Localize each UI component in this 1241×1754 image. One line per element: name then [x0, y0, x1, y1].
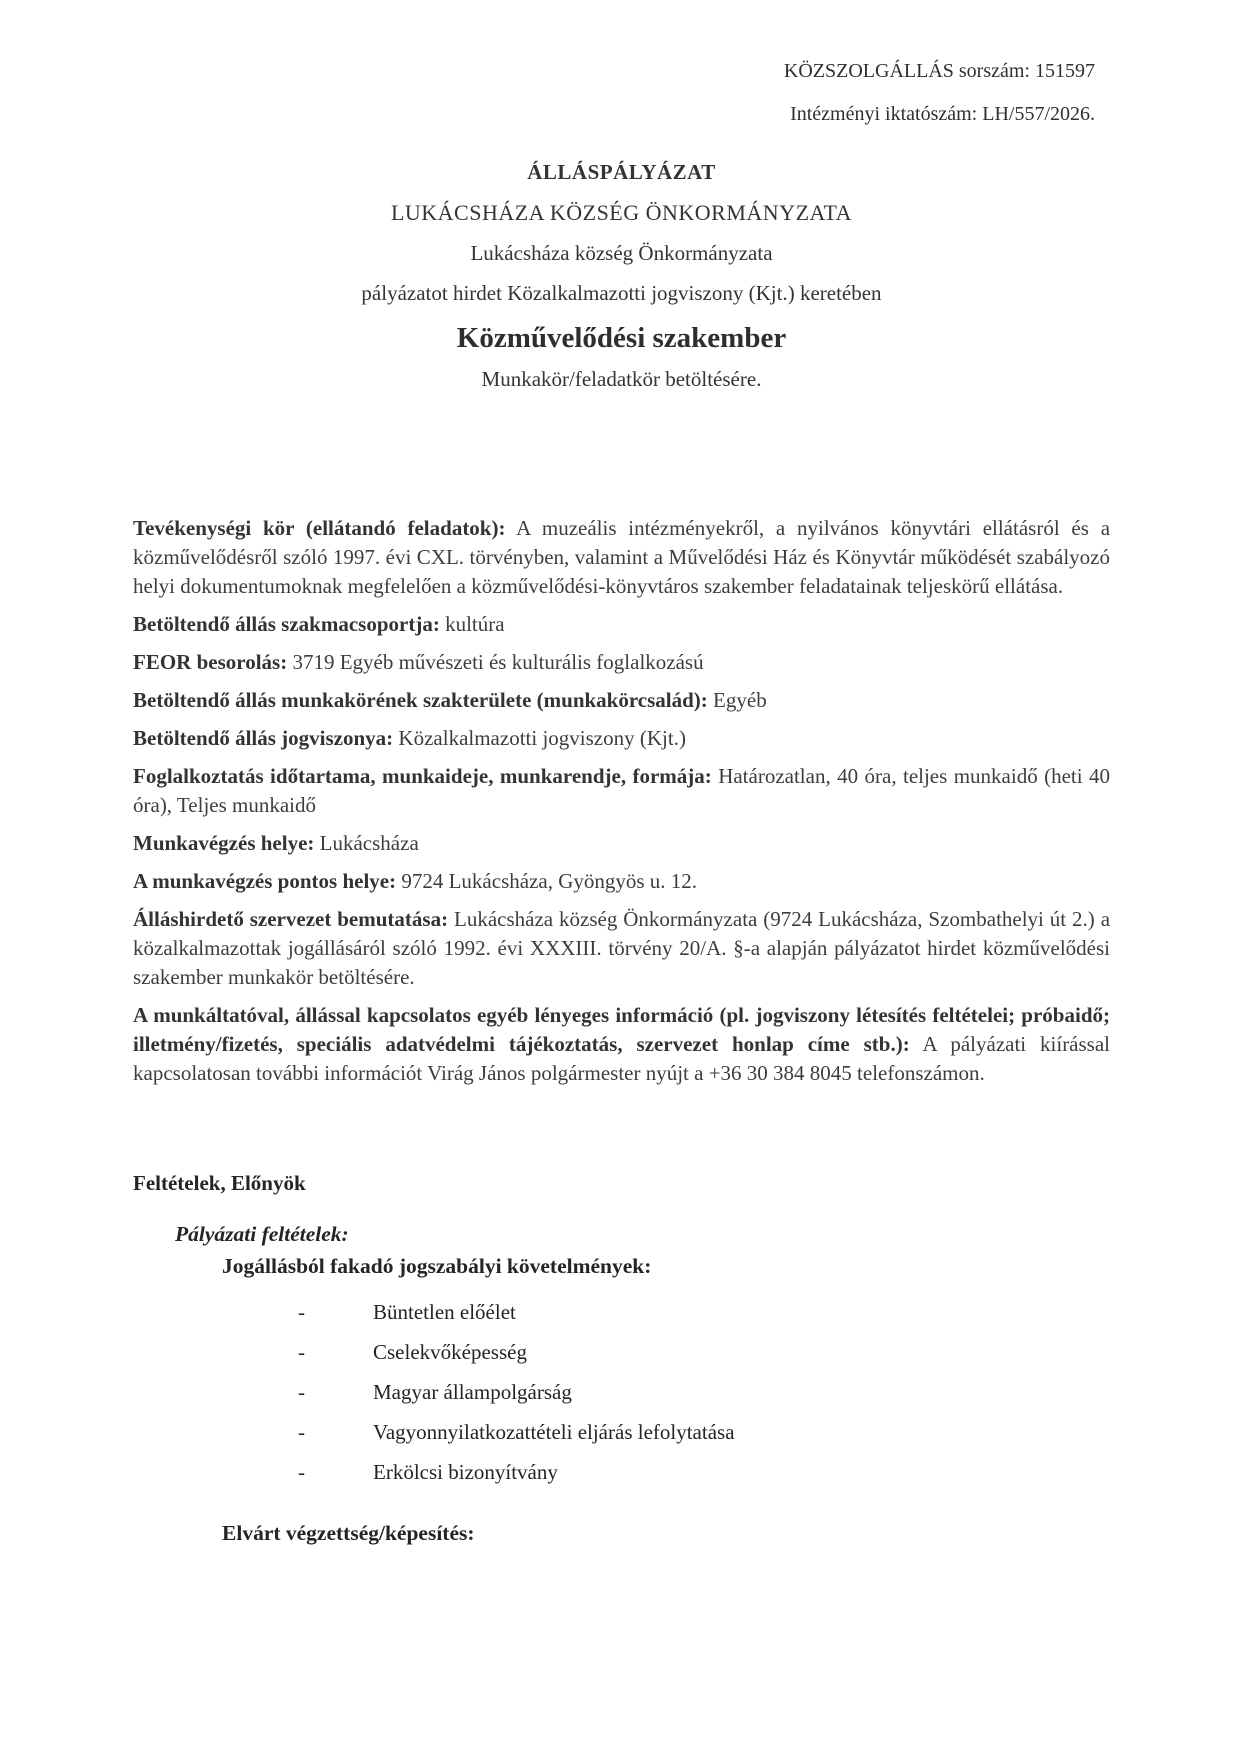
- detail-label: Munkavégzés helye:: [133, 831, 315, 855]
- list-item: [298, 1418, 1110, 1446]
- detail-label: Betöltendő állás szakmacsoportja:: [133, 612, 440, 636]
- position-title: Közművelődési szakember: [456, 322, 787, 354]
- detail-value: A muzeális intézményekről, a nyilvános könyvtári ellátásról és a közművelődésről szóló 1997. évi CXL. törvényben, valamint a Művelődési Ház és Könyvtár működését szabályozó helyi dokumentumoknak megfelelően a közművelődési-könyvtáros szakember feladatainak teljeskörű ellátása.: [133, 516, 1111, 598]
- detail-label: Tevékenységi kör (ellátandó feladatok):: [133, 516, 506, 540]
- detail-paragraph-profession-group: [133, 610, 1110, 639]
- conditions-section: [133, 1170, 1110, 1547]
- organization-name-caps: LUKÁCSHÁZA KÖZSÉG ÖNKORMÁNYZATA: [390, 200, 853, 225]
- list-item: [298, 1338, 1110, 1366]
- detail-label: A munkavégzés pontos helye:: [133, 869, 397, 893]
- conditions-section-title: Feltételek, Előnyök: [133, 1171, 306, 1195]
- list-item-label: Büntetlen előélet: [373, 1300, 516, 1324]
- detail-label: Betöltendő állás munkakörének szakterülete (munkakörcsalád):: [133, 688, 708, 712]
- serial-number-line: KÖZSZOLGÁLLÁS sorszám: 151597: [783, 60, 1095, 82]
- dash-bullet: -: [298, 1340, 305, 1364]
- detail-paragraph-exact-location: [133, 867, 1110, 896]
- detail-value: Közalkalmazotti jogviszony (Kjt.): [398, 726, 686, 750]
- detail-value: A pályázati kiírással kapcsolatosan további információt Virág János polgármester nyújt a +36 30 384 8045 telefonszámon.: [133, 1032, 1111, 1085]
- detail-paragraph-field: [133, 686, 1110, 715]
- job-details-section: [133, 514, 1110, 1088]
- announcement-line: pályázatot hirdet Közalkalmazotti jogviszony (Kjt.) keretében: [361, 281, 882, 305]
- detail-value: Lukácsháza község Önkormányzata (9724 Lukácsháza, Szombathelyi út 2.) a közalkalmazottak jogállásáról szóló 1992. évi XXXIII. törvény 20/A. §-a alapján pályázatot hirdet közművelődési szakember munkakör betöltésére.: [133, 907, 1111, 989]
- organization-name: Lukácsháza község Önkormányzata: [470, 241, 773, 265]
- list-item: [298, 1378, 1110, 1406]
- detail-paragraph-legal-relation: [133, 724, 1110, 753]
- detail-label: A munkáltatóval, állással kapcsolatos egyéb lényeges információ (pl. jogviszony létesítés feltételei; próbaidő; illetmény/fizetés, speciális adatvédelmi tájékoztatás, szervezet honlap címe stb.):: [133, 1003, 1110, 1056]
- detail-paragraph-activities: [133, 514, 1110, 601]
- detail-label: Betöltendő állás jogviszonya:: [133, 726, 394, 750]
- detail-paragraph-other-info: [133, 1001, 1110, 1088]
- list-item-label: Magyar állampolgárság: [373, 1380, 572, 1404]
- detail-value: 9724 Lukácsháza, Gyöngyös u. 12.: [401, 869, 698, 893]
- detail-label: Álláshirdető szervezet bemutatása:: [133, 907, 449, 931]
- detail-paragraph-employment-terms: [133, 762, 1110, 820]
- expected-qualification-heading: Elvárt végzettség/képesítés:: [222, 1521, 475, 1545]
- list-item: [298, 1298, 1110, 1326]
- detail-paragraph-organization-intro: [133, 905, 1110, 992]
- legal-requirements-heading: Jogállásból fakadó jogszabályi követelmények:: [222, 1254, 652, 1278]
- document-header: [133, 58, 1110, 127]
- list-item-label: Vagyonnyilatkozattételi eljárás lefolytatása: [373, 1420, 735, 1444]
- detail-value: Lukácsháza: [319, 831, 419, 855]
- detail-value: 3719 Egyéb művészeti és kulturális foglalkozású: [292, 650, 704, 674]
- list-item: [298, 1458, 1110, 1486]
- dash-bullet: -: [298, 1460, 305, 1484]
- detail-paragraph-work-location: [133, 829, 1110, 858]
- doc-type-title: ÁLLÁSPÁLYÁZAT: [527, 160, 716, 184]
- list-item-label: Erkölcsi bizonyítvány: [373, 1460, 558, 1484]
- position-subtitle: Munkakör/feladatkör betöltésére.: [481, 367, 762, 391]
- detail-value: kultúra: [445, 612, 505, 636]
- detail-paragraph-feor: [133, 648, 1110, 677]
- detail-label: FEOR besorolás:: [133, 650, 288, 674]
- list-item-label: Cselekvőképesség: [373, 1340, 527, 1364]
- dash-bullet: -: [298, 1420, 305, 1444]
- detail-value: Egyéb: [713, 688, 767, 712]
- dash-bullet: -: [298, 1380, 305, 1404]
- application-conditions-subtitle: Pályázati feltételek:: [175, 1222, 349, 1246]
- detail-label: Foglalkoztatás időtartama, munkaideje, munkarendje, formája:: [133, 764, 712, 788]
- detail-value: Határozatlan, 40 óra, teljes munkaidő (heti 40 óra), Teljes munkaidő: [133, 764, 1110, 817]
- legal-requirements-list: [133, 1298, 1110, 1486]
- title-block: [133, 159, 1110, 392]
- dash-bullet: -: [298, 1300, 305, 1324]
- registration-number-line: Intézményi iktatószám: LH/557/2026.: [790, 103, 1095, 125]
